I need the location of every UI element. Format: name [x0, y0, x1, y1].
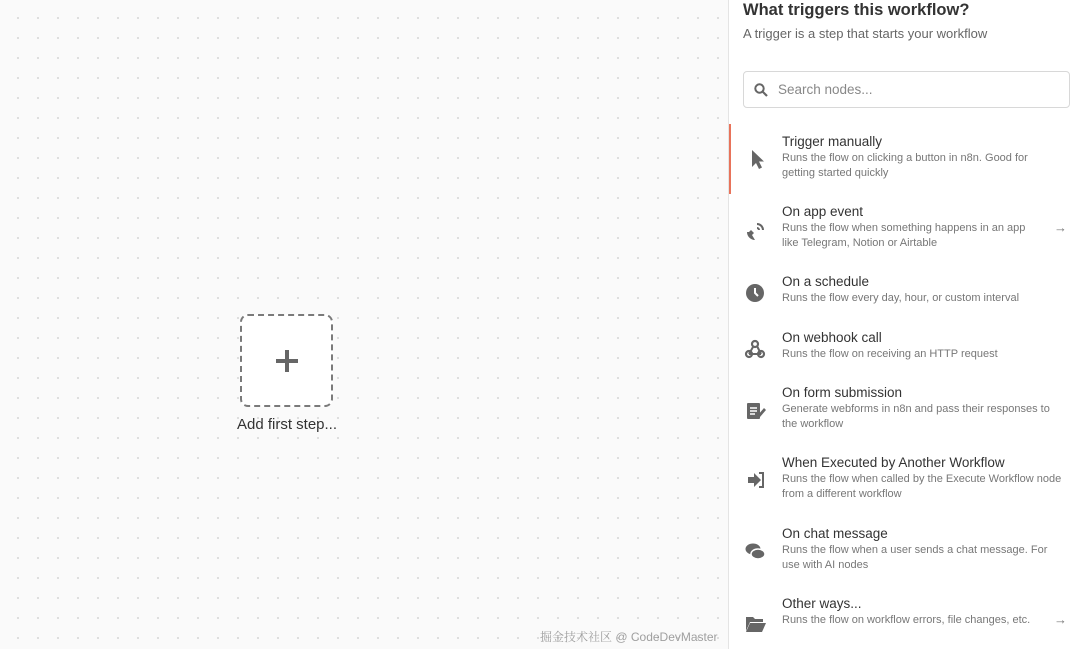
- trigger-item-description: Runs the flow when a user sends a chat message. For use with AI nodes: [782, 544, 1048, 571]
- trigger-item[interactable]: [729, 204, 1080, 256]
- search-box[interactable]: [743, 71, 1070, 108]
- trigger-item-description: Runs the flow when called by the Execute Workflow node from a different workflow: [782, 473, 1062, 500]
- trigger-item-name: Trigger manually: [782, 134, 883, 149]
- panel-title: What triggers this workflow?: [743, 1, 970, 19]
- arrow-right-icon: →: [1054, 220, 1067, 235]
- trigger-item[interactable]: [729, 330, 1080, 366]
- watermark: 掘金技术社区 @ CodeDevMaster: [540, 630, 718, 644]
- trigger-item[interactable]: [729, 596, 1080, 648]
- trigger-item-name: When Executed by Another Workflow: [782, 455, 1005, 470]
- search-icon: [754, 83, 768, 97]
- folder-open-icon: [744, 612, 766, 634]
- trigger-item-description: Runs the flow on receiving an HTTP request: [782, 348, 998, 360]
- trigger-item-name: On webhook call: [782, 330, 882, 345]
- trigger-item[interactable]: [729, 455, 1080, 507]
- trigger-item-description: Generate webforms in n8n and pass their responses to the workflow: [782, 403, 1050, 430]
- trigger-item-description: Runs the flow when something happens in an app like Telegram, Notion or Airtable: [782, 222, 1026, 249]
- trigger-item[interactable]: [729, 124, 1080, 194]
- cursor-icon: [746, 148, 768, 170]
- panel-subtitle: A trigger is a step that starts your workflow: [743, 26, 988, 41]
- add-first-step-button[interactable]: [240, 314, 333, 407]
- webhook-icon: [744, 338, 766, 360]
- add-first-step-label: Add first step...: [236, 416, 338, 433]
- trigger-item-name: On form submission: [782, 385, 903, 400]
- trigger-item[interactable]: [729, 274, 1080, 310]
- satellite-icon: [744, 220, 766, 242]
- sign-in-icon: [744, 469, 766, 491]
- trigger-item-name: On a schedule: [782, 274, 870, 289]
- arrow-right-icon: →: [1054, 612, 1067, 627]
- trigger-panel: [728, 0, 1080, 649]
- trigger-item[interactable]: [729, 385, 1080, 437]
- plus-icon: [274, 348, 300, 374]
- form-icon: [744, 399, 766, 421]
- trigger-item[interactable]: [729, 526, 1080, 578]
- trigger-item-name: On chat message: [782, 526, 888, 541]
- comments-icon: [744, 540, 766, 562]
- trigger-item-name: On app event: [782, 204, 864, 219]
- trigger-item-name: Other ways...: [782, 596, 862, 611]
- search-input[interactable]: [778, 82, 1048, 97]
- clock-icon: [744, 282, 766, 304]
- trigger-item-description: Runs the flow on clicking a button in n8n. Good for getting started quickly: [782, 152, 1028, 179]
- trigger-item-description: Runs the flow on workflow errors, file changes, etc.: [782, 614, 1031, 626]
- trigger-item-description: Runs the flow every day, hour, or custom interval: [782, 292, 1020, 304]
